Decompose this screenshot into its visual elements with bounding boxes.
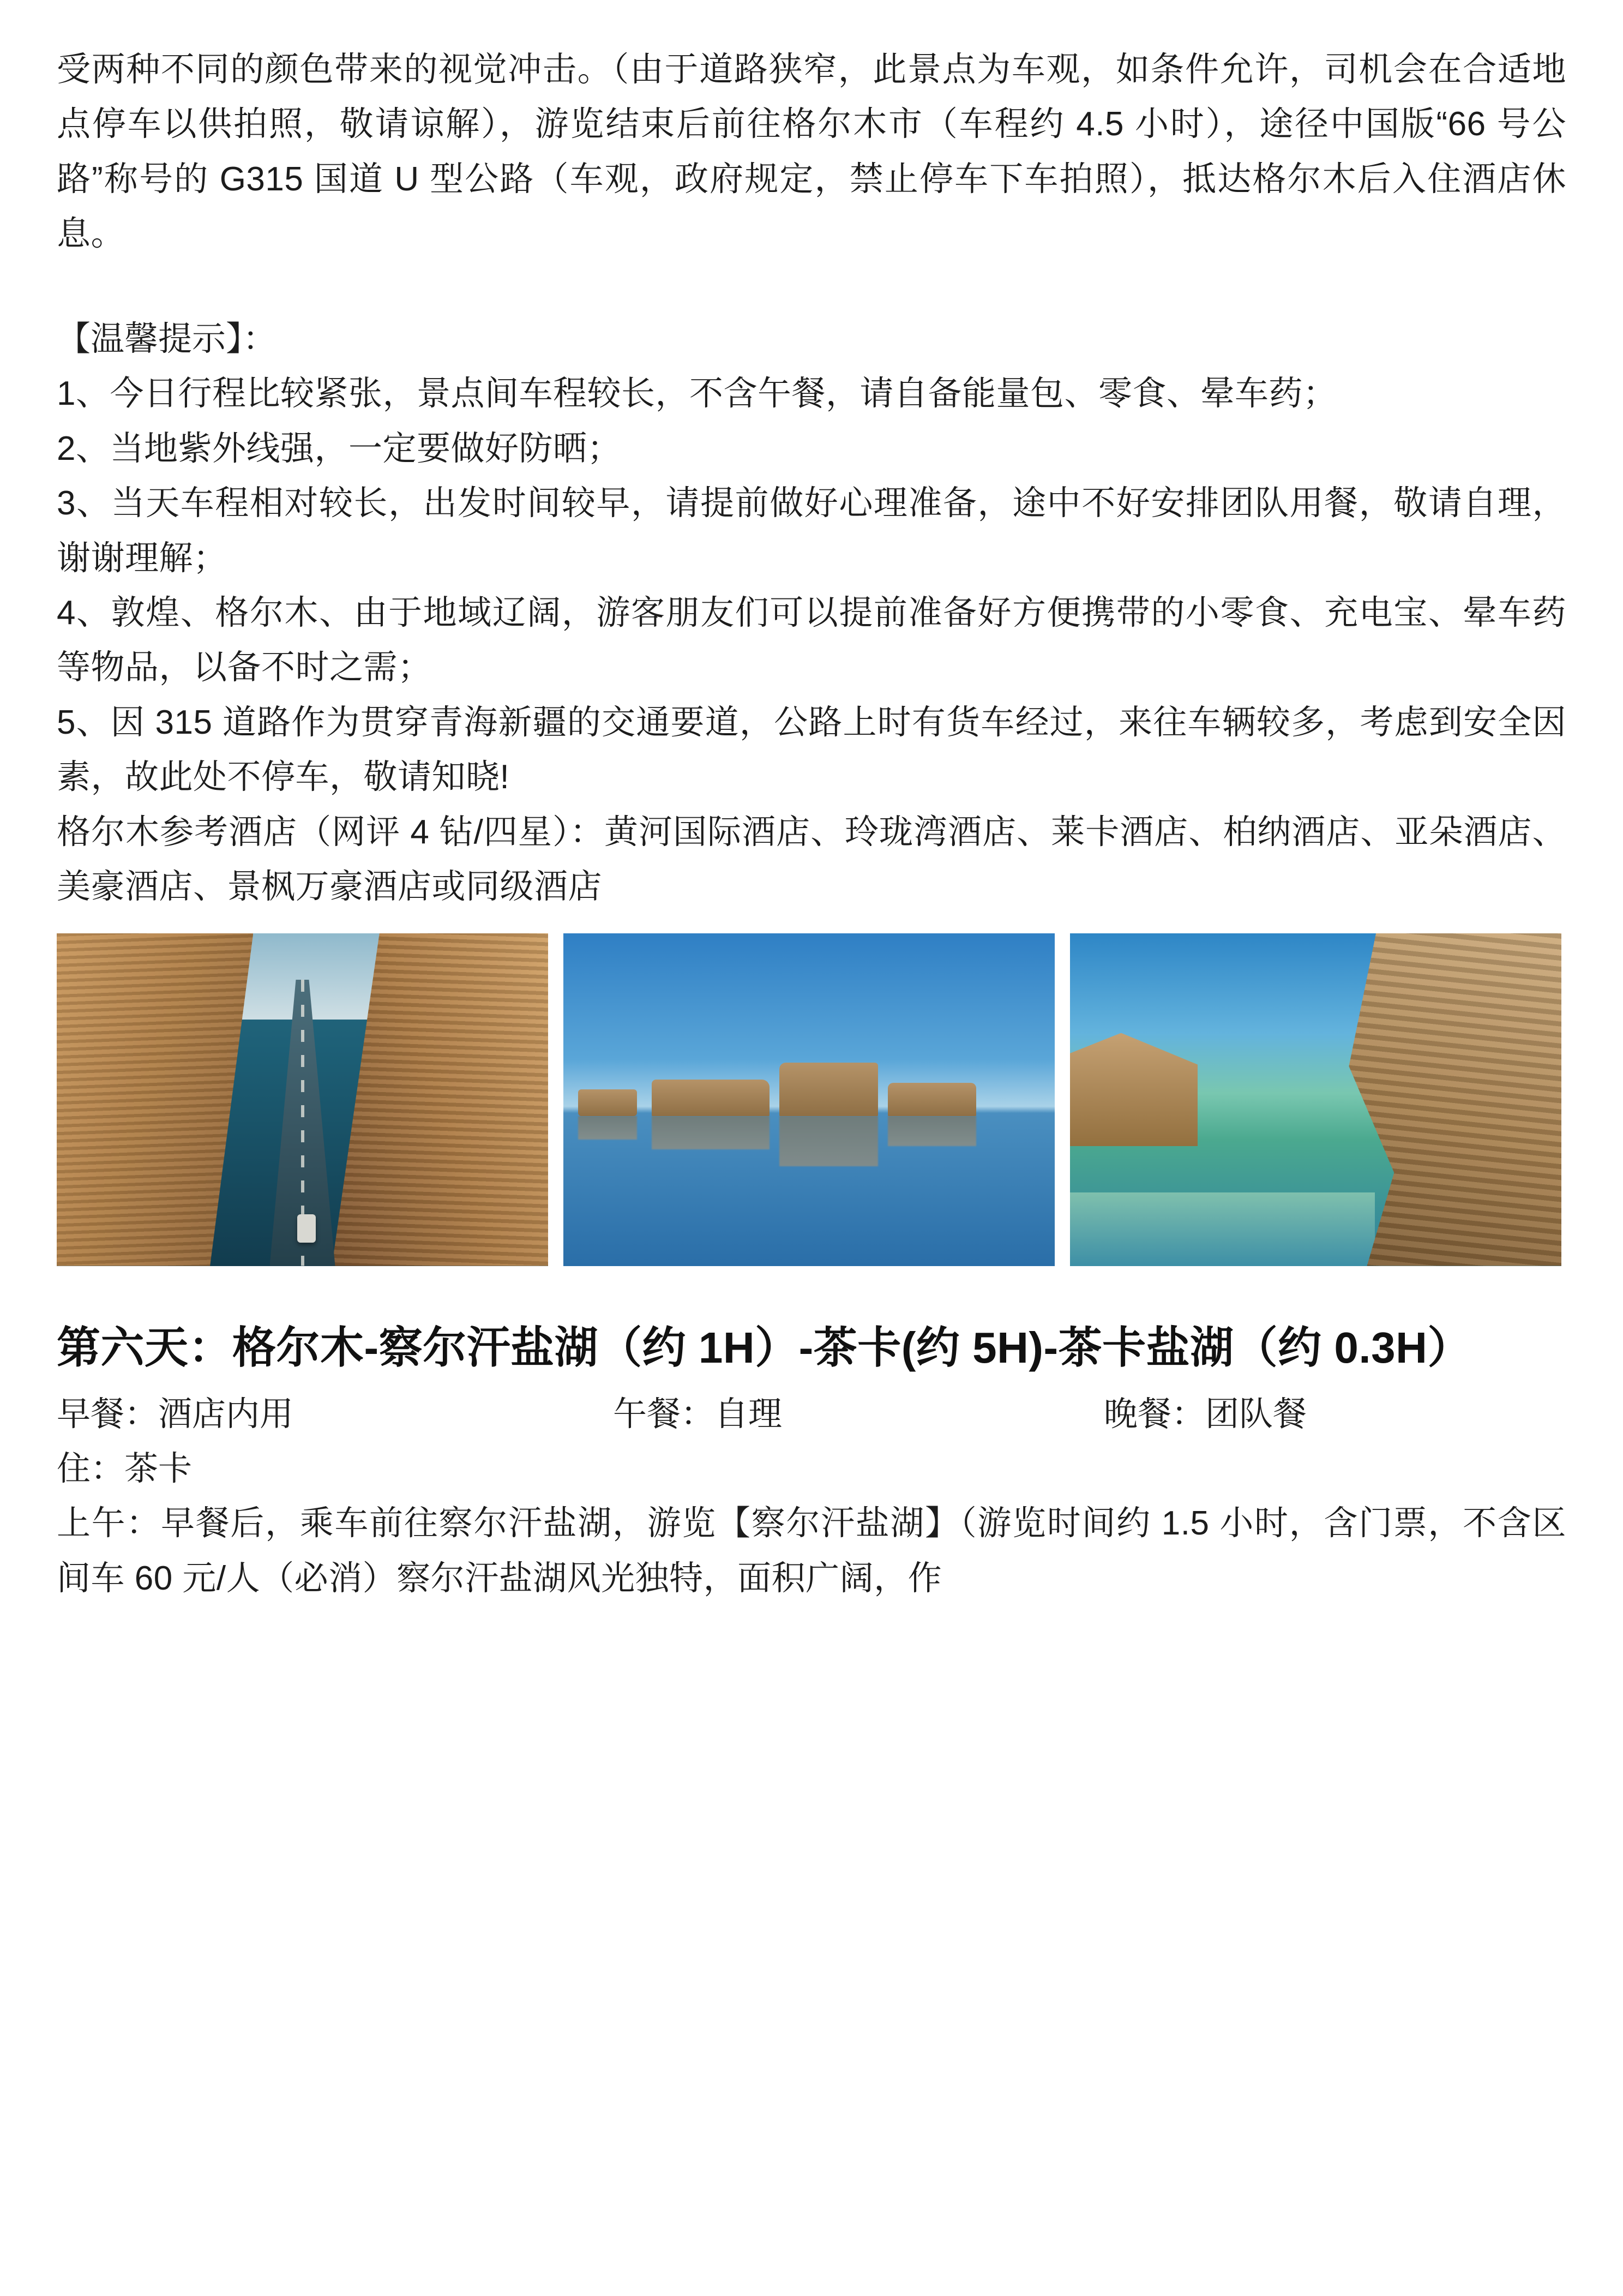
- small-cliff-shape: [1070, 1033, 1198, 1146]
- rock-shape: [578, 1089, 637, 1116]
- tips-title: 【温馨提示】：: [57, 320, 277, 358]
- stay-label: 住：茶卡: [57, 1450, 193, 1488]
- photo-desert-highway: [57, 933, 548, 1266]
- list-item: 5、因 315 道路作为贯穿青海新疆的交通要道，公路上时有货车经过，来往车辆较多，考虑到安全因素，故此处不停车，敬请知晓!: [57, 703, 1566, 796]
- hotel-reference-line: 格尔木参考酒店（网评 4 钻/四星）：黄河国际酒店、玲珑湾酒店、莱卡酒店、柏纳酒店、亚朵酒店、美豪酒店、景枫万豪酒店或同级酒店: [57, 813, 1566, 906]
- day-heading: 第六天：格尔木-察尔汗盐湖（约 1H）-茶卡(约 5H)-茶卡盐湖（约 0.3H）: [57, 1323, 1471, 1372]
- reflection-shape: [779, 1116, 877, 1166]
- tips-list: [57, 367, 1566, 805]
- rock-shape: [652, 1080, 770, 1116]
- reflection-shape: [578, 1116, 637, 1140]
- cliff-left-shape: [57, 933, 253, 1266]
- list-item: 4、敦煌、格尔木、由于地域辽阔，游客朋友们可以提前准备好方便携带的小零食、充电宝、晕车药等物品，以备不时之需；: [57, 594, 1566, 687]
- photo-emerald-lake: [1070, 933, 1561, 1266]
- dinner-label: 晚餐：团队餐: [1104, 1395, 1307, 1433]
- car-shape: [297, 1214, 316, 1243]
- shore-shape: [1070, 1192, 1375, 1266]
- list-item: 2、当地紫外线强，一定要做好防晒；: [57, 429, 621, 467]
- heading-spacer: [57, 1380, 1566, 1387]
- lunch-label: 午餐：自理: [613, 1395, 783, 1433]
- list-item: 1、今日行程比较紧张，景点间车程较长，不含午餐，请自备能量包、零食、晕车药；: [57, 375, 1337, 413]
- reflection-shape: [652, 1116, 770, 1149]
- rock-shape: [888, 1083, 976, 1116]
- morning-itinerary-text: 上午：早餐后，乘车前往察尔汗盐湖，游览【察尔汗盐湖】（游览时间约 1.5 小时，含门票，不含区间车 60 元/人（必消）察尔汗盐湖风光独特，面积广阔，作: [57, 1504, 1566, 1597]
- meals-row: [57, 1387, 1566, 1442]
- paragraph-spacer: [57, 262, 1566, 312]
- section-spacer: [57, 1266, 1566, 1316]
- list-item: 3、当天车程相对较长，出发时间较早，请提前做好心理准备，途中不好安排团队用餐，敬请自理，谢谢理解；: [57, 484, 1566, 577]
- continued-paragraph: 受两种不同的颜色带来的视觉冲击。（由于道路狭窄，此景点为车观，如条件允许，司机会在合适地点停车以供拍照，敬请谅解），游览结束后前往格尔木市（车程约 4.5 小时），途径中国版“66 号公路”称号的 G315 国道 U 型公路（车观，政府规定，禁止停车下车拍照），抵达格尔木后入住酒店休息。: [57, 51, 1566, 253]
- rock-shape: [779, 1063, 877, 1116]
- photo-strip: [57, 933, 1562, 1266]
- breakfast-label: 早餐：酒店内用: [57, 1395, 294, 1433]
- reflection-shape: [888, 1116, 976, 1146]
- photo-water-yardang: [563, 933, 1055, 1266]
